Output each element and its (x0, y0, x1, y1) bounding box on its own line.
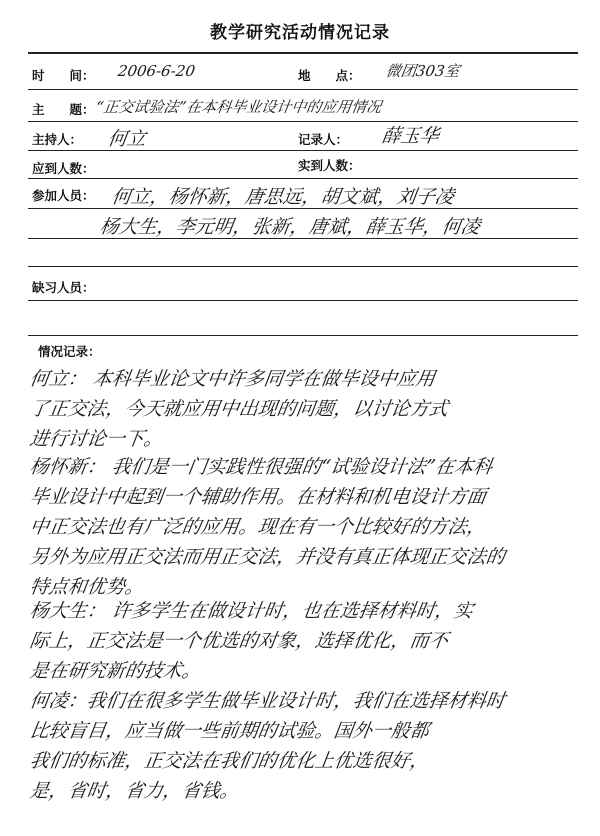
record-line: 中正交法也有广泛的应用。现在有一个比较好的方法， (28, 516, 488, 538)
record-label: 情况记录： (38, 344, 101, 359)
record-line: 是，省时，省力，省钱。 (28, 780, 241, 802)
record-line: 另外为应用正交法而用正交法，并没有真正体现正交法的 (28, 546, 507, 568)
page-title: 教学研究活动情况记录 (210, 23, 390, 43)
time-label: 时 间： (32, 68, 95, 83)
record-line: 杨大生： 许多学生在做设计时，也在选择材料时，实 (28, 600, 475, 622)
actual-count-label: 实到人数： (298, 158, 361, 173)
rule-line (28, 52, 578, 54)
rule-line (28, 335, 578, 336)
record-line: 进行讨论一下。 (28, 428, 165, 450)
host-label: 主持人： (32, 132, 83, 147)
topic-value: “正交试验法”在本科毕业设计中的应用情况 (94, 98, 383, 116)
record-line: 际上，正交法是一个优选的对象，选择优化，而不 (28, 630, 450, 652)
place-label: 地 点： (298, 68, 361, 83)
record-line: 了正交法，今天就应用中出现的问题，以讨论方式 (28, 398, 450, 420)
recorder-label: 记录人： (298, 132, 349, 147)
participants-label: 参加人员： (32, 188, 95, 203)
participants-line: 杨大生，李元明，张新，唐斌，薛玉华，何凌 (98, 216, 482, 238)
host-value: 何立 (106, 128, 148, 150)
record-line: 何凌：我们在很多学生做毕业设计时，我们在选择材料时 (28, 690, 507, 712)
record-line: 毕业设计中起到一个辅助作用。在材料和机电设计方面 (28, 486, 488, 508)
record-line: 比较盲目，应当做一些前期的试验。国外一般都 (28, 720, 431, 742)
topic-label: 主 题： (32, 102, 95, 117)
participants-line: 何立，杨怀新，唐思远，胡文斌，刘子凌 (110, 186, 456, 208)
place-value: 微团303室 (384, 62, 461, 80)
record-line: 是在研究新的技术。 (28, 660, 203, 682)
rule-line (28, 266, 578, 267)
recorder-value: 薛玉华 (380, 125, 441, 147)
record-line: 特点和优势。 (28, 576, 146, 598)
record-line: 何立： 本科毕业论文中许多同学在做毕设中应用 (28, 368, 437, 390)
rule-line (28, 89, 578, 90)
rule-line (28, 300, 578, 301)
rule-line (28, 178, 578, 179)
rule-line (28, 121, 578, 122)
absent-label: 缺习人员： (32, 280, 95, 295)
record-line: 杨怀新： 我们是一门实践性很强的“试验设计法”在本科 (28, 456, 494, 478)
time-value: 2006-6-20 (116, 62, 197, 80)
record-line: 我们的标准，正交法在我们的优化上优选很好， (28, 750, 431, 772)
expected-count-label: 应到人数： (32, 161, 95, 176)
